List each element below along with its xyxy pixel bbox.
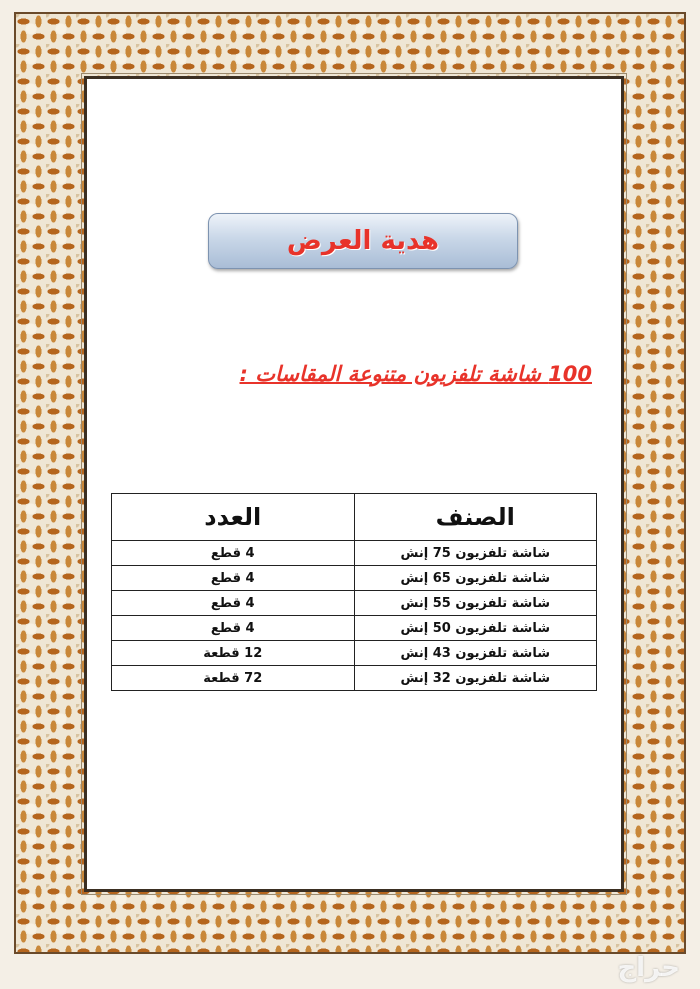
cell-item: شاشة تلفزيون 55 إنش: [354, 591, 597, 616]
table-row: [112, 641, 597, 666]
table-row: [112, 666, 597, 691]
items-table: [111, 493, 597, 691]
cell-item: شاشة تلفزيون 75 إنش: [354, 541, 597, 566]
page-title: هدية العرض: [286, 226, 440, 256]
cell-count: 4 قطع: [112, 616, 355, 641]
watermark-logo: حراج: [617, 953, 680, 983]
cell-item: شاشة تلفزيون 43 إنش: [354, 641, 597, 666]
title-banner: [208, 213, 518, 269]
table-header-row: [112, 494, 597, 541]
table-row: [112, 616, 597, 641]
cell-count: 4 قطع: [112, 566, 355, 591]
cell-count: 72 قطعة: [112, 666, 355, 691]
cell-item: شاشة تلفزيون 50 إنش: [354, 616, 597, 641]
table-row: [112, 591, 597, 616]
table-row: [112, 541, 597, 566]
offer-subtitle: 100 شاشة تلفزيون متنوعة المقاسات :: [239, 362, 592, 386]
cell-item: شاشة تلفزيون 32 إنش: [354, 666, 597, 691]
cell-count: 4 قطع: [112, 541, 355, 566]
cell-item: شاشة تلفزيون 65 إنش: [354, 566, 597, 591]
header-count: العدد: [112, 494, 355, 541]
page-content-area: [84, 76, 624, 892]
cell-count: 4 قطع: [112, 591, 355, 616]
header-item: الصنف: [354, 494, 597, 541]
cell-count: 12 قطعة: [112, 641, 355, 666]
table-row: [112, 566, 597, 591]
